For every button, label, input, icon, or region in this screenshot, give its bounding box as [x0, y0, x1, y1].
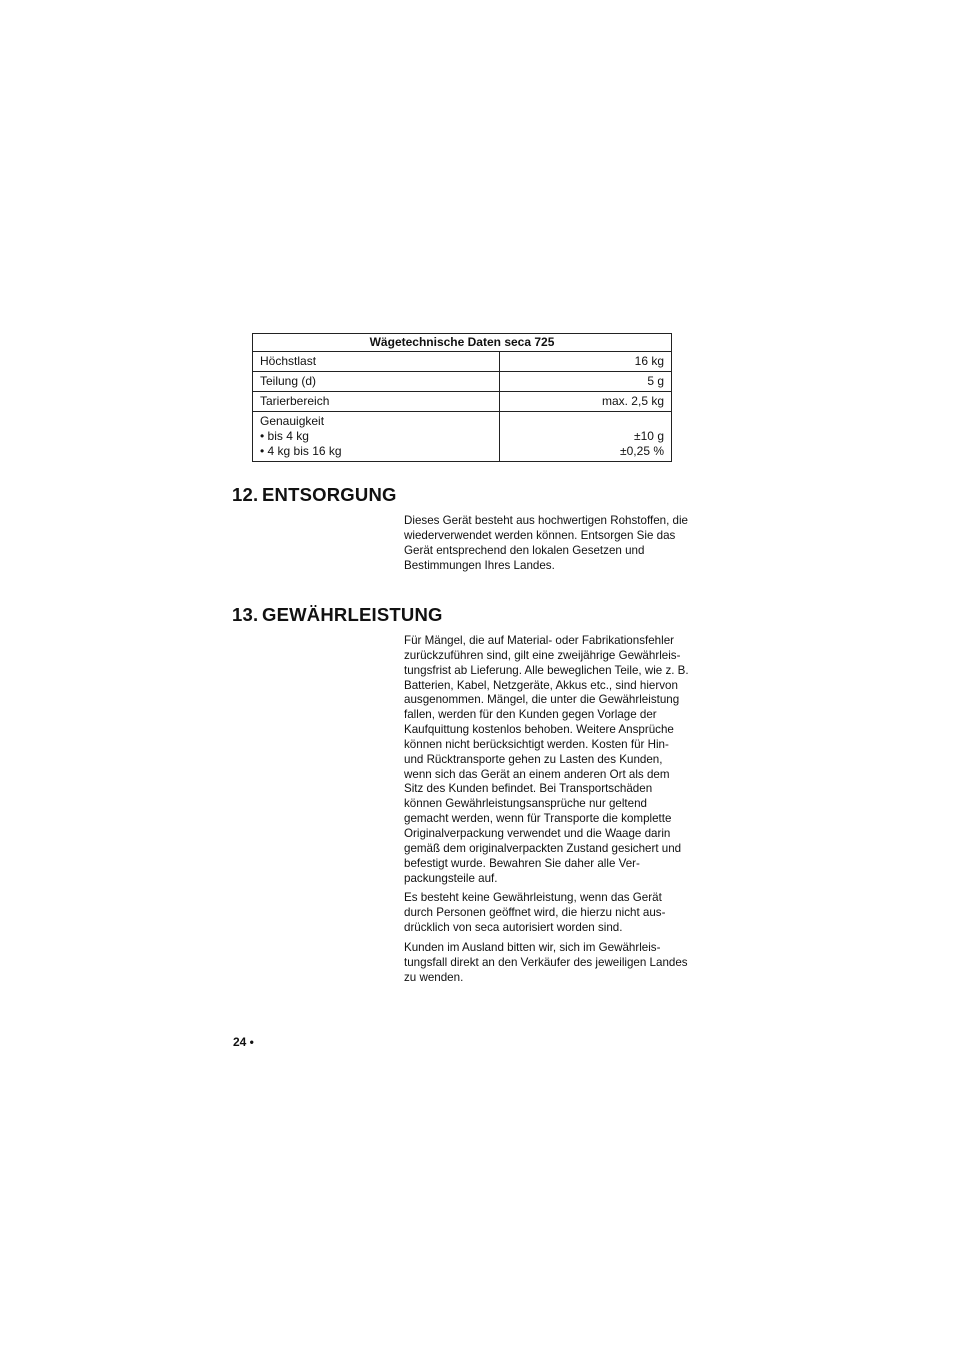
section-13-title: GEWÄHRLEISTUNG [262, 604, 443, 625]
section-13-heading [232, 604, 443, 626]
row-value: max. 2,5 kg [500, 392, 672, 412]
section-13-number: 13. [232, 604, 259, 625]
section-12-paragraph: Dieses Gerät besteht aus hochwertigen Rohstoffen, die wiederverwendet werden können. Entsorgen Sie das Gerät entsprechend den lokalen Gesetzen und Bestimmungen Ihres Landes. [404, 514, 689, 572]
page-number: 24 • [233, 1035, 254, 1049]
table-row [253, 372, 672, 392]
accuracy-value-cell [500, 412, 672, 462]
table-title-model: seca 725 [504, 335, 555, 349]
table-row [253, 392, 672, 412]
specifications-table [252, 333, 672, 462]
accuracy-item-1-value: ±10 g [634, 429, 664, 443]
section-12-title: ENTSORGUNG [262, 484, 397, 505]
section-13-paragraph: Es besteht keine Gewährleistung, wenn das Gerät durch Personen geöffnet wird, die hierzu nicht aus- drücklich von seca autorisiert worden sind. [404, 891, 666, 935]
row-value: 16 kg [500, 352, 672, 372]
section-13-body [404, 634, 696, 990]
table-row-accuracy [253, 412, 672, 462]
table-header-row [253, 334, 672, 352]
row-value: 5 g [500, 372, 672, 392]
table-title [253, 334, 672, 352]
section-12-body [404, 514, 696, 578]
table-row [253, 352, 672, 372]
row-label: Tarierbereich [253, 392, 500, 412]
table-title-bold: Wägetechnische Daten [369, 335, 501, 349]
accuracy-label-cell [253, 412, 500, 462]
section-12-heading [232, 484, 397, 506]
row-label: Höchstlast [253, 352, 500, 372]
accuracy-item-1-label: • bis 4 kg [260, 429, 309, 443]
section-13-paragraph: Für Mängel, die auf Material- oder Fabrikationsfehler zurückzuführen sind, gilt eine zweijährige Gewährleis- tungsfrist ab Lieferung. Alle beweglichen Teile, wie z. B. Batterien, Kabel, Netzgeräte, Akkus etc., sind hiervon ausgenommen. Mängel, die unter die Gewährleistung fallen, werden für den Kunden gegen Vorlage der Kaufquittung kostenlos behoben. Weitere Ansprüche können nicht berücksichtigt werden. Kosten für Hin- und Rücktransporte gehen zu Lasten des Kunden, wenn sich das Gerät an einem anderen Ort als dem Sitz des Kunden befindet. Bei Transportschäden können Gewährleistungsansprüche nur geltend gemacht werden, wenn für Transporte die komplette Originalverpackung verwendet und die Waage darin gemäß dem originalverpackten Zustand gesichert und befestigt wurde. Bewahren Sie daher alle Ver- packungsteile auf. [404, 634, 689, 885]
section-12-number: 12. [232, 484, 259, 505]
accuracy-label: Genauigkeit [260, 414, 325, 428]
row-label: Teilung (d) [253, 372, 500, 392]
accuracy-item-2-value: ±0,25 % [620, 444, 664, 458]
section-13-paragraph: Kunden im Ausland bitten wir, sich im Gewährleis- tungsfall direkt an den Verkäufer des jeweiligen Landes zu wenden. [404, 940, 688, 984]
accuracy-item-2-label: • 4 kg bis 16 kg [260, 444, 342, 458]
